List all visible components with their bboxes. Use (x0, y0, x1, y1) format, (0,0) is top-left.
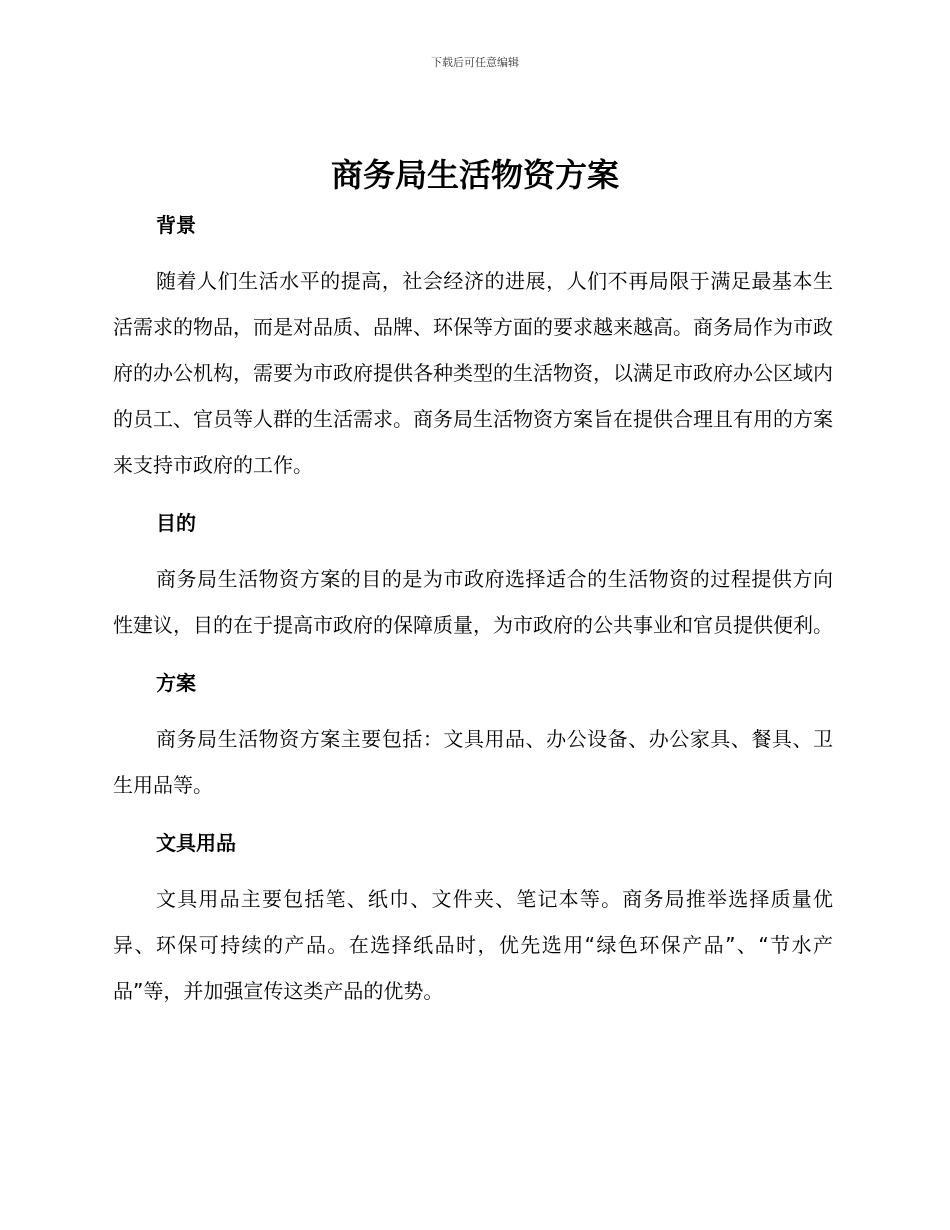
page-header-note: 下载后可任意编辑 (431, 56, 519, 69)
section-purpose (113, 500, 833, 648)
document-title: 商务局生活物资方案 (330, 156, 619, 194)
document-body (113, 202, 833, 1026)
section-paragraph: 商务局生活物资方案主要包括：文具用品、办公设备、办公家具、餐具、卫生用品等。 (113, 727, 833, 797)
section-heading: 目的 (156, 511, 196, 535)
section-paragraph: 商务局生活物资方案的目的是为市政府选择适合的生活物资的过程提供方向性建议，目的在于提高市政府的保障质量，为市政府的公共事业和官员提供便利。 (113, 567, 833, 637)
section-paragraph: 随着人们生活水平的提高，社会经济的进展，人们不再局限于满足最基本生活需求的物品，而是对品质、品牌、环保等方面的要求越来越高。商务局作为市政府的办公机构，需要为市政府提供各种类型的生活物资，以满足市政府办公区域内的员工、官员等人群的生活需求。商务局生活物资方案旨在提供合理且有用的方案来支持市政府的工作。 (113, 269, 833, 477)
section-heading: 方案 (156, 671, 196, 695)
section-background (113, 202, 833, 488)
section-heading: 文具用品 (156, 831, 236, 855)
section-plan (113, 660, 833, 808)
section-heading: 背景 (156, 213, 196, 237)
section-paragraph: 文具用品主要包括笔、纸巾、文件夹、笔记本等。商务局推举选择质量优异、环保可持续的产品。在选择纸品时，优先选用“绿色环保产品”、“节水产品”等，并加强宣传这类产品的优势。 (113, 887, 833, 1003)
section-stationery (113, 820, 833, 1014)
